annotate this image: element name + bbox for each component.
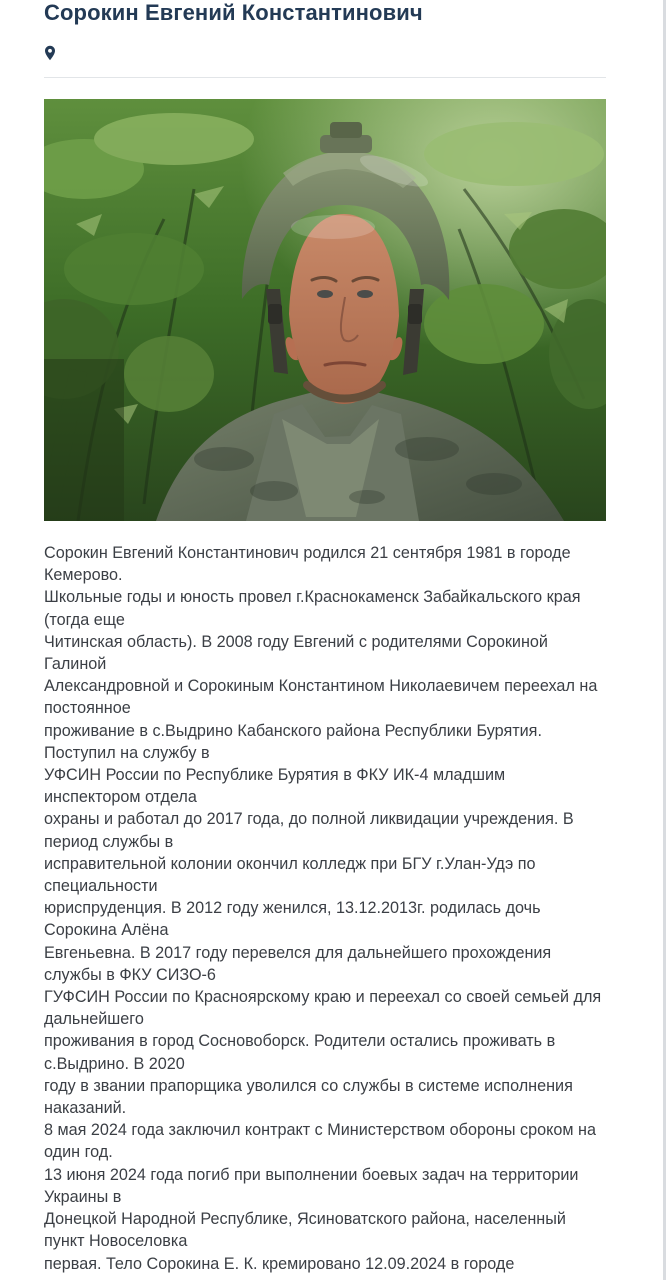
bio-line-8: исправительной колонии окончил колледж при БГУ г.Улан-Удэ по специальности bbox=[44, 854, 536, 896]
person-name: Сорокин Евгений Константинович bbox=[44, 0, 423, 25]
location-pin-icon[interactable] bbox=[44, 45, 56, 61]
bio-line-6: УФСИН России по Республике Бурятия в ФКУ ИК-4 младшим инспектором отдела bbox=[44, 766, 506, 807]
bio-line-17: первая. Тело Сорокина Е. К. кремировано 12.09.2024 в городе bbox=[44, 1254, 515, 1273]
bio-line-7: охраны и работал до 2017 года, до полной ликвидации учреждения. В период службы в bbox=[44, 810, 574, 851]
bio-line-1: Сорокин Евгений Константинович родился 21 сентября 1981 в городе Кемерово. bbox=[44, 544, 571, 585]
bio-line-2: Школьные годы и юность провел г.Краснокаменск Забайкальского края (тогда еще bbox=[44, 588, 581, 629]
bio-line-11: ГУФСИН России по Красноярскому краю и переехал со своей семьей для дальнейшего bbox=[44, 988, 602, 1029]
bio-line-14: 8 мая 2024 года заключил контракт с Министерством обороны сроком на один год. bbox=[44, 1121, 596, 1162]
bio-line-5: проживание в с.Выдрино Кабанского района Республики Бурятия. Поступил на службу в bbox=[44, 721, 542, 762]
bio-line-13: году в звании прапорщика уволился со службы в системе исполнения наказаний. bbox=[44, 1076, 573, 1118]
location-row bbox=[44, 38, 606, 68]
soldier-portrait-photo bbox=[44, 99, 606, 521]
biography-text bbox=[44, 542, 606, 1275]
bio-line-9: юриспруденция. В 2012 году женился, 13.12.2013г. родилась дочь Сорокина Алёна bbox=[44, 899, 541, 940]
bio-line-12: проживания в город Сосновоборск. Родители остались проживать в с.Выдрино. В 2020 bbox=[44, 1032, 556, 1073]
bio-line-16: Донецкой Народной Республике, Ясиноватского района, населенный пункт Новоселовка bbox=[44, 1210, 566, 1251]
header-divider bbox=[44, 77, 606, 78]
bio-line-15: 13 июня 2024 года погиб при выполнении боевых задач на территории Украины в bbox=[44, 1165, 579, 1206]
bio-line-4: Александровной и Сорокиным Константином Николаевичем переехал на постоянное bbox=[44, 677, 598, 718]
bio-line-10: Евгеньевна. В 2017 году перевелся для дальнейшего прохождения службы в ФКУ СИЗО-6 bbox=[44, 943, 552, 984]
memorial-profile bbox=[44, 0, 606, 1275]
bio-line-3: Читинская область). В 2008 году Евгений с родителями Сорокиной Галиной bbox=[44, 632, 548, 674]
